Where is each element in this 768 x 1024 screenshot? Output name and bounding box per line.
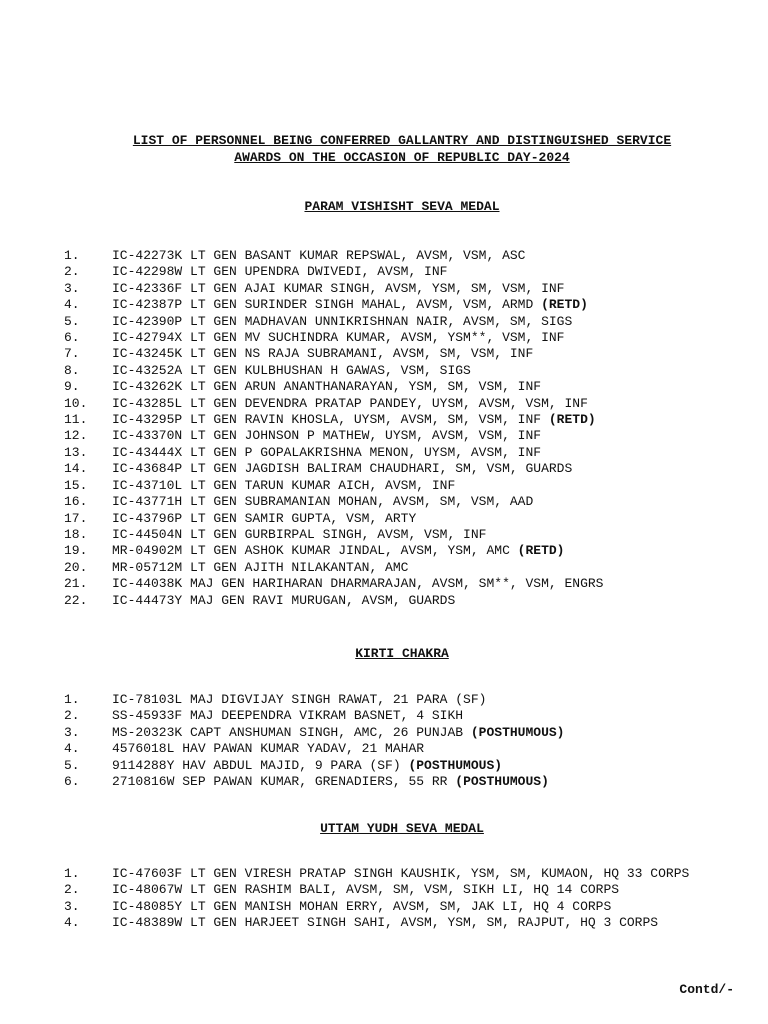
list-item [64,428,740,444]
item-status-tag: (RETD) [541,297,588,313]
item-number: 1. [64,866,80,881]
item-number: 1. [64,692,80,707]
list-item [64,297,740,313]
item-text: 9114288Y HAV ABDUL MAJID, 9 PARA (SF) [112,757,409,773]
list-item [64,314,740,330]
title-line-2: AWARDS ON THE OCCASION OF REPUBLIC DAY-2024 [234,150,570,165]
item-number: 16. [64,494,88,510]
list-item [64,708,740,724]
item-text: IC-43285L LT GEN DEVENDRA PRATAP PANDEY, UYSM, AVSM, VSM, INF [112,395,588,411]
list-item [64,774,740,790]
item-text: IC-42387P LT GEN SURINDER SINGH MAHAL, AVSM, VSM, ARMD [112,297,542,313]
item-text: IC-48389W LT GEN HARJEET SINGH SAHI, AVSM, YSM, SM, RAJPUT, HQ 3 CORPS [112,915,659,931]
list-item [64,248,740,264]
item-text: IC-43796P LT GEN SAMIR GUPTA, VSM, ARTY [112,510,417,526]
list-item [64,576,740,592]
item-text: IC-43262K LT GEN ARUN ANANTHANARAYAN, YSM, SM, VSM, INF [112,379,542,395]
item-number: 13. [64,444,88,460]
list-item [64,494,740,510]
item-number: 4. [64,915,80,931]
item-text: IC-43444X LT GEN P GOPALAKRISHNA MENON, UYSM, AVSM, INF [112,444,542,460]
list-item [64,741,740,757]
continued-marker: Contd/- [679,982,734,997]
item-text: IC-42794X LT GEN MV SUCHINDRA KUMAR, AVSM, YSM**, VSM, INF [112,330,565,346]
list-item [64,461,740,477]
item-text: IC-43370N LT GEN JOHNSON P MATHEW, UYSM, AVSM, VSM, INF [112,428,542,444]
item-number: 4. [64,741,80,757]
section-heading-uysm: UTTAM YUDH SEVA MEDAL [320,821,484,836]
item-number: 1. [64,248,80,263]
item-number: 11. [64,412,88,428]
list-item [64,725,740,741]
item-number: 19. [64,543,88,559]
uysm-list [64,866,740,932]
list-item [64,281,740,297]
list-item [64,692,740,708]
item-status-tag: (POSTHUMOUS) [455,774,549,790]
item-number: 21. [64,576,88,592]
item-text: IC-42298W LT GEN UPENDRA DWIVEDI, AVSM, INF [112,264,448,280]
item-number: 14. [64,461,88,477]
list-item [64,593,740,609]
item-text: MR-05712M LT GEN AJITH NILAKANTAN, AMC [112,559,409,575]
item-number: 6. [64,774,80,790]
document-title [64,132,740,166]
item-text: IC-47603F LT GEN VIRESH PRATAP SINGH KAUSHIK, YSM, SM, KUMAON, HQ 33 CORPS [112,866,690,881]
item-status-tag: (RETD) [548,412,596,428]
list-item [64,758,740,774]
item-number: 22. [64,592,88,608]
list-item [64,379,740,395]
item-text: IC-44038K MAJ GEN HARIHARAN DHARMARAJAN, AVSM, SM**, VSM, ENGRS [112,576,604,592]
item-number: 3. [64,724,80,740]
list-item [64,478,740,494]
item-number: 2. [64,708,80,724]
list-item [64,412,740,428]
list-item [64,330,740,346]
item-status-tag: (RETD) [517,543,565,559]
item-text: IC-43245K LT GEN NS RAJA SUBRAMANI, AVSM, SM, VSM, INF [112,346,534,362]
item-text: MR-04902M LT GEN ASHOK KUMAR JINDAL, AVSM, YSM, AMC [112,543,518,559]
item-number: 15. [64,477,88,493]
item-number: 10. [64,395,88,411]
item-status-tag: (POSTHUMOUS) [408,757,503,773]
list-item [64,445,740,461]
item-number: 8. [64,362,80,378]
item-number: 12. [64,428,88,444]
item-status-tag: (POSTHUMOUS) [470,724,565,740]
item-number: 6. [64,330,80,346]
item-text: IC-44473Y MAJ GEN RAVI MURUGAN, AVSM, GUARDS [112,592,456,608]
kirti-chakra-list [64,692,740,790]
item-text: IC-43295P LT GEN RAVIN KHOSLA, UYSM, AVSM, SM, VSM, INF [112,412,549,428]
item-text: 2710816W SEP PAWAN KUMAR, GRENADIERS, 55 RR [112,774,456,790]
item-number: 18. [64,526,88,542]
item-text: IC-48085Y LT GEN MANISH MOHAN ERRY, AVSM, SM, JAK LI, HQ 4 CORPS [112,898,612,914]
item-text: IC-44504N LT GEN GURBIRPAL SINGH, AVSM, VSM, INF [112,526,487,542]
list-item [64,560,740,576]
item-number: 3. [64,280,80,296]
list-item [64,915,740,931]
list-item [64,866,740,882]
list-item [64,363,740,379]
item-text: IC-78103L MAJ DIGVIJAY SINGH RAWAT, 21 PARA (SF) [112,692,487,707]
item-text: IC-43710L LT GEN TARUN KUMAR AICH, AVSM, INF [112,477,456,493]
item-text: SS-45933F MAJ DEEPENDRA VIKRAM BASNET, 4 SIKH [112,708,464,724]
item-text: IC-43252A LT GEN KULBHUSHAN H GAWAS, VSM, SIGS [112,362,471,378]
list-item [64,511,740,527]
item-number: 5. [64,313,80,329]
list-item [64,396,740,412]
item-number: 5. [64,757,80,773]
item-text: IC-43771H LT GEN SUBRAMANIAN MOHAN, AVSM, SM, VSM, AAD [112,494,534,510]
list-item [64,543,740,559]
item-text: IC-48067W LT GEN RASHIM BALI, AVSM, SM, VSM, SIKH LI, HQ 14 CORPS [112,882,620,898]
item-text: IC-42273K LT GEN BASANT KUMAR REPSWAL, AVSM, VSM, ASC [112,248,526,263]
item-text: IC-42336F LT GEN AJAI KUMAR SINGH, AVSM, YSM, SM, VSM, INF [112,280,565,296]
item-text: IC-42390P LT GEN MADHAVAN UNNIKRISHNAN NAIR, AVSM, SM, SIGS [112,313,573,329]
item-number: 7. [64,346,80,362]
section-heading-pvsm: PARAM VISHISHT SEVA MEDAL [304,199,500,214]
title-line-1: LIST OF PERSONNEL BEING CONFERRED GALLANTRY AND DISTINGUISHED SERVICE [132,133,672,148]
pvsm-list [64,248,740,609]
list-item [64,346,740,362]
item-number: 4. [64,297,80,313]
list-item [64,264,740,280]
list-item [64,899,740,915]
item-number: 17. [64,510,88,526]
item-number: 2. [64,264,80,280]
item-number: 20. [64,559,88,575]
item-number: 2. [64,882,80,898]
item-text: IC-43684P LT GEN JAGDISH BALIRAM CHAUDHARI, SM, VSM, GUARDS [112,461,573,477]
list-item [64,882,740,898]
section-heading-kirti-chakra: KIRTI CHAKRA [355,646,449,661]
item-text: MS-20323K CAPT ANSHUMAN SINGH, AMC, 26 PUNJAB [112,724,471,740]
item-number: 3. [64,898,80,914]
item-number: 9. [64,379,80,395]
item-text: 4576018L HAV PAWAN KUMAR YADAV, 21 MAHAR [112,741,425,757]
list-item [64,527,740,543]
